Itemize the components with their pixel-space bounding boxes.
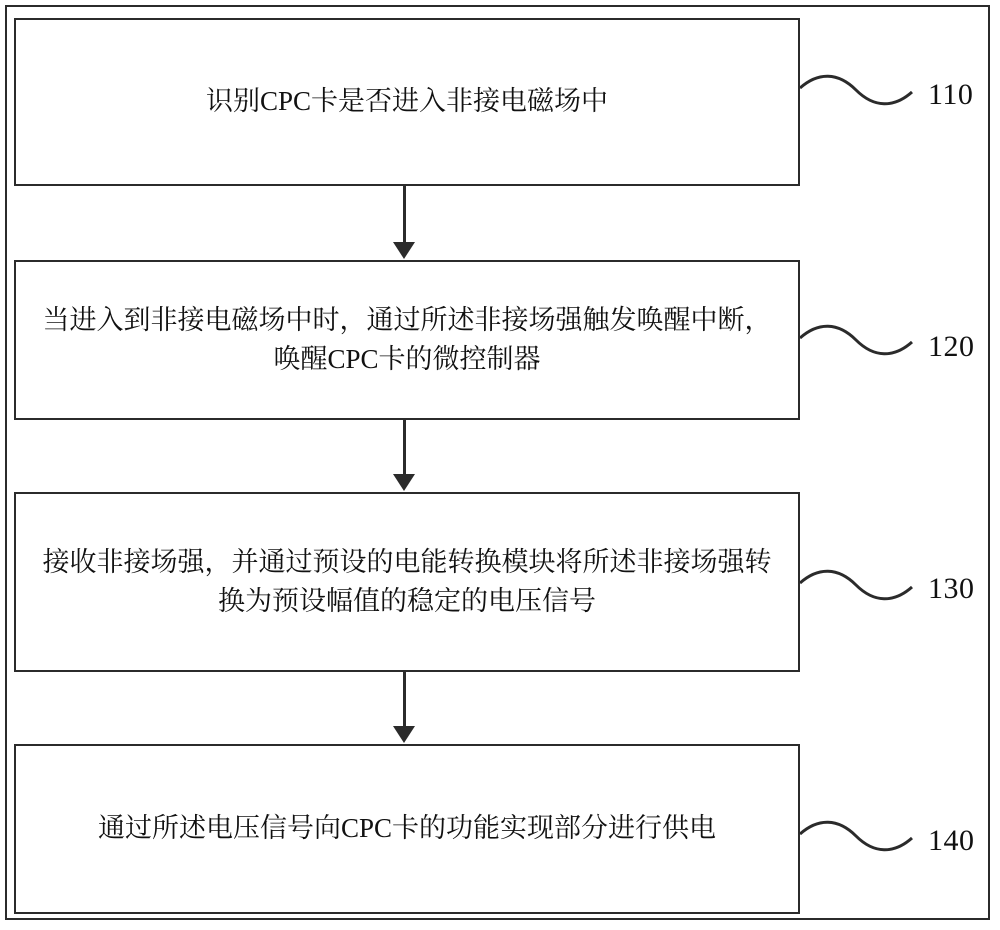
reference-numeral-110: 110 (928, 78, 974, 111)
leader-line-140 (798, 816, 918, 866)
reference-numeral-140: 140 (928, 824, 975, 857)
reference-numeral-120: 120 (928, 330, 975, 363)
flowchart-node-110 (14, 18, 800, 186)
reference-numeral-130: 130 (928, 572, 975, 605)
flowchart-node-120 (14, 260, 800, 420)
leader-line-110 (798, 70, 918, 120)
flowchart-node-120-label: 当进入到非接电磁场中时，通过所述非接场强触发唤醒中断，唤醒CPC卡的微控制器 (42, 304, 772, 374)
flowchart-node-110-label: 识别CPC卡是否进入非接电磁场中 (205, 86, 609, 117)
flowchart-node-140 (14, 744, 800, 914)
leader-line-120 (798, 320, 918, 370)
flowchart-node-130-label: 接收非接场强，并通过预设的电能转换模块将所述非接场强转换为预设幅值的稳定的电压信号 (42, 546, 772, 616)
flowchart-node-140-label: 通过所述电压信号向CPC卡的功能实现部分进行供电 (97, 813, 717, 844)
leader-line-130 (798, 565, 918, 615)
flowchart-node-130 (14, 492, 800, 672)
